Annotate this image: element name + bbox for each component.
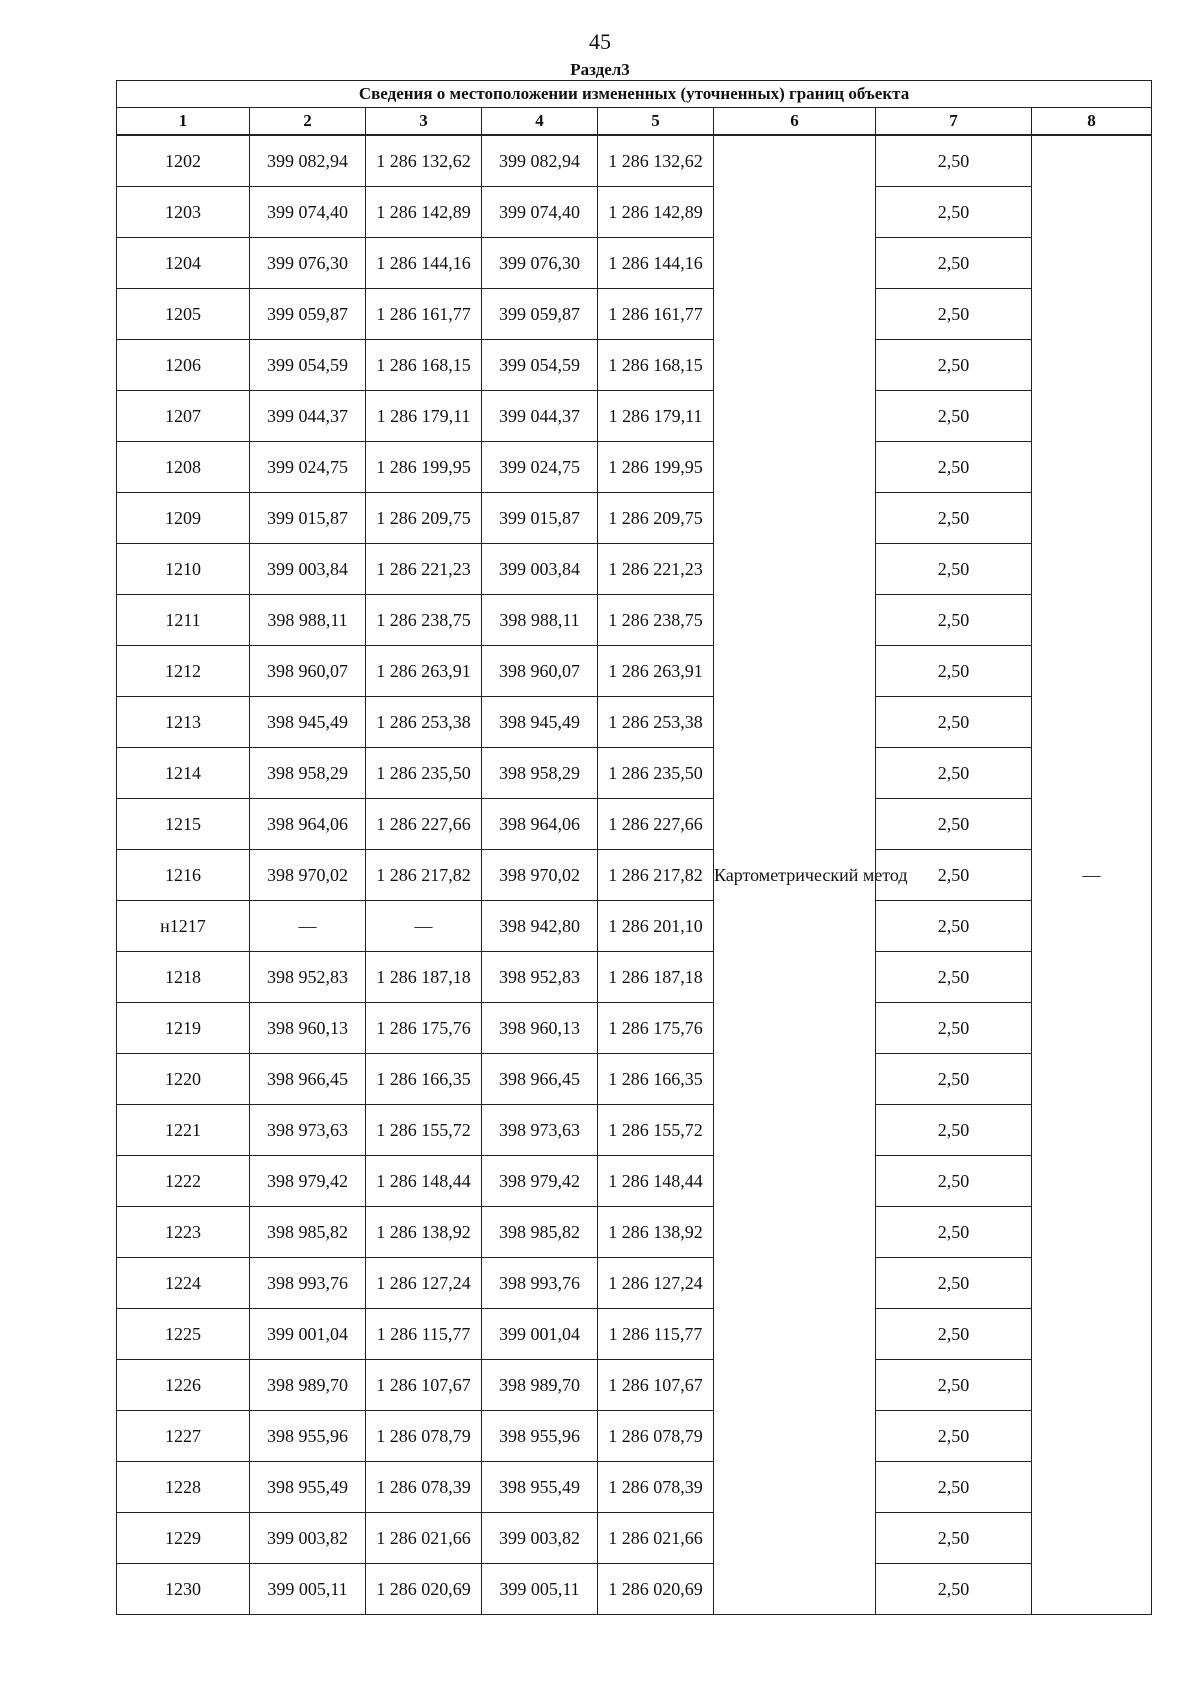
new-x-cell: 398 955,96 bbox=[482, 1411, 598, 1462]
new-y-cell: 1 286 187,18 bbox=[598, 952, 714, 1003]
new-x-cell: 398 960,13 bbox=[482, 1003, 598, 1054]
point-number-cell: 1211 bbox=[117, 595, 250, 646]
accuracy-cell: 2,50 bbox=[876, 595, 1032, 646]
new-y-cell: 1 286 221,23 bbox=[598, 544, 714, 595]
table-row bbox=[117, 1462, 1152, 1513]
point-number-cell: 1212 bbox=[117, 646, 250, 697]
old-x-cell: 398 979,42 bbox=[250, 1156, 366, 1207]
old-x-cell: 398 988,11 bbox=[250, 595, 366, 646]
new-x-cell: 398 993,76 bbox=[482, 1258, 598, 1309]
old-x-cell: 398 989,70 bbox=[250, 1360, 366, 1411]
old-y-cell: 1 286 175,76 bbox=[366, 1003, 482, 1054]
point-number-cell: 1222 bbox=[117, 1156, 250, 1207]
new-y-cell: 1 286 138,92 bbox=[598, 1207, 714, 1258]
accuracy-cell: 2,50 bbox=[876, 1003, 1032, 1054]
accuracy-cell: 2,50 bbox=[876, 850, 1032, 901]
old-y-cell: 1 286 179,11 bbox=[366, 391, 482, 442]
column-number-8: 8 bbox=[1032, 108, 1152, 136]
old-y-cell: 1 286 142,89 bbox=[366, 187, 482, 238]
table-row bbox=[117, 391, 1152, 442]
table-row bbox=[117, 1003, 1152, 1054]
accuracy-cell: 2,50 bbox=[876, 1258, 1032, 1309]
new-x-cell: 398 952,83 bbox=[482, 952, 598, 1003]
new-y-cell: 1 286 175,76 bbox=[598, 1003, 714, 1054]
accuracy-cell: 2,50 bbox=[876, 799, 1032, 850]
table-row bbox=[117, 1513, 1152, 1564]
new-x-cell: 398 985,82 bbox=[482, 1207, 598, 1258]
new-x-cell: 398 945,49 bbox=[482, 697, 598, 748]
point-number-cell: 1215 bbox=[117, 799, 250, 850]
old-x-cell: 398 973,63 bbox=[250, 1105, 366, 1156]
old-y-cell: 1 286 238,75 bbox=[366, 595, 482, 646]
new-y-cell: 1 286 020,69 bbox=[598, 1564, 714, 1615]
new-x-cell: 399 024,75 bbox=[482, 442, 598, 493]
new-x-cell: 398 955,49 bbox=[482, 1462, 598, 1513]
table-row bbox=[117, 1360, 1152, 1411]
new-x-cell: 399 044,37 bbox=[482, 391, 598, 442]
new-y-cell: 1 286 132,62 bbox=[598, 135, 714, 187]
accuracy-cell: 2,50 bbox=[876, 442, 1032, 493]
point-number-cell: 1209 bbox=[117, 493, 250, 544]
old-y-cell: 1 286 161,77 bbox=[366, 289, 482, 340]
old-x-cell: — bbox=[250, 901, 366, 952]
accuracy-cell: 2,50 bbox=[876, 901, 1032, 952]
new-x-cell: 398 966,45 bbox=[482, 1054, 598, 1105]
old-x-cell: 399 001,04 bbox=[250, 1309, 366, 1360]
new-x-cell: 398 958,29 bbox=[482, 748, 598, 799]
new-x-cell: 399 082,94 bbox=[482, 135, 598, 187]
new-y-cell: 1 286 078,39 bbox=[598, 1462, 714, 1513]
new-x-cell: 398 960,07 bbox=[482, 646, 598, 697]
old-x-cell: 398 966,45 bbox=[250, 1054, 366, 1105]
page-number: 45 bbox=[589, 29, 611, 54]
accuracy-cell: 2,50 bbox=[876, 391, 1032, 442]
table-row bbox=[117, 187, 1152, 238]
accuracy-cell: 2,50 bbox=[876, 340, 1032, 391]
old-x-cell: 398 955,96 bbox=[250, 1411, 366, 1462]
point-number-cell: 1225 bbox=[117, 1309, 250, 1360]
new-x-cell: 399 005,11 bbox=[482, 1564, 598, 1615]
table-row bbox=[117, 595, 1152, 646]
new-x-cell: 398 979,42 bbox=[482, 1156, 598, 1207]
accuracy-cell: 2,50 bbox=[876, 1564, 1032, 1615]
old-x-cell: 399 076,30 bbox=[250, 238, 366, 289]
accuracy-cell: 2,50 bbox=[876, 1105, 1032, 1156]
table-row bbox=[117, 544, 1152, 595]
table-caption: Сведения о местоположении измененных (уточненных) границ объекта bbox=[117, 81, 1152, 108]
point-number-cell: 1205 bbox=[117, 289, 250, 340]
old-x-cell: 398 952,83 bbox=[250, 952, 366, 1003]
old-x-cell: 398 985,82 bbox=[250, 1207, 366, 1258]
table-row bbox=[117, 1258, 1152, 1309]
table-row bbox=[117, 1054, 1152, 1105]
old-y-cell: 1 286 078,79 bbox=[366, 1411, 482, 1462]
new-x-cell: 399 054,59 bbox=[482, 340, 598, 391]
new-y-cell: 1 286 107,67 bbox=[598, 1360, 714, 1411]
table-row bbox=[117, 493, 1152, 544]
point-number-cell: 1230 bbox=[117, 1564, 250, 1615]
new-x-cell: 399 059,87 bbox=[482, 289, 598, 340]
old-y-cell: 1 286 199,95 bbox=[366, 442, 482, 493]
point-number-cell: 1220 bbox=[117, 1054, 250, 1105]
new-y-cell: 1 286 217,82 bbox=[598, 850, 714, 901]
new-y-cell: 1 286 199,95 bbox=[598, 442, 714, 493]
old-y-cell: 1 286 217,82 bbox=[366, 850, 482, 901]
column-number-4: 4 bbox=[482, 108, 598, 136]
section-title: Раздел3 bbox=[570, 60, 630, 79]
old-x-cell: 398 960,07 bbox=[250, 646, 366, 697]
point-number-cell: 1223 bbox=[117, 1207, 250, 1258]
point-number-cell: 1219 bbox=[117, 1003, 250, 1054]
old-y-cell: 1 286 209,75 bbox=[366, 493, 482, 544]
new-x-cell: 398 989,70 bbox=[482, 1360, 598, 1411]
old-x-cell: 399 003,84 bbox=[250, 544, 366, 595]
new-y-cell: 1 286 201,10 bbox=[598, 901, 714, 952]
table-row bbox=[117, 1105, 1152, 1156]
point-number-cell: 1218 bbox=[117, 952, 250, 1003]
column-number-6: 6 bbox=[714, 108, 876, 136]
new-y-cell: 1 286 263,91 bbox=[598, 646, 714, 697]
table-row bbox=[117, 697, 1152, 748]
accuracy-cell: 2,50 bbox=[876, 1156, 1032, 1207]
method-cell: Картометрический метод bbox=[714, 135, 876, 1615]
old-x-cell: 399 059,87 bbox=[250, 289, 366, 340]
new-y-cell: 1 286 168,15 bbox=[598, 340, 714, 391]
column-number-3: 3 bbox=[366, 108, 482, 136]
table-row bbox=[117, 952, 1152, 1003]
old-y-cell: 1 286 132,62 bbox=[366, 135, 482, 187]
new-x-cell: 399 076,30 bbox=[482, 238, 598, 289]
point-number-cell: 1210 bbox=[117, 544, 250, 595]
old-y-cell: 1 286 148,44 bbox=[366, 1156, 482, 1207]
point-number-cell: 1221 bbox=[117, 1105, 250, 1156]
point-number-cell: 1224 bbox=[117, 1258, 250, 1309]
point-number-cell: 1216 bbox=[117, 850, 250, 901]
accuracy-cell: 2,50 bbox=[876, 1054, 1032, 1105]
old-x-cell: 399 054,59 bbox=[250, 340, 366, 391]
old-y-cell: 1 286 235,50 bbox=[366, 748, 482, 799]
accuracy-cell: 2,50 bbox=[876, 1513, 1032, 1564]
old-x-cell: 398 970,02 bbox=[250, 850, 366, 901]
new-x-cell: 399 074,40 bbox=[482, 187, 598, 238]
old-x-cell: 398 960,13 bbox=[250, 1003, 366, 1054]
point-number-cell: 1227 bbox=[117, 1411, 250, 1462]
new-y-cell: 1 286 155,72 bbox=[598, 1105, 714, 1156]
accuracy-cell: 2,50 bbox=[876, 238, 1032, 289]
accuracy-cell: 2,50 bbox=[876, 187, 1032, 238]
point-number-cell: 1228 bbox=[117, 1462, 250, 1513]
table-row bbox=[117, 1207, 1152, 1258]
new-x-cell: 398 970,02 bbox=[482, 850, 598, 901]
new-y-cell: 1 286 209,75 bbox=[598, 493, 714, 544]
column-number-7: 7 bbox=[876, 108, 1032, 136]
new-x-cell: 398 964,06 bbox=[482, 799, 598, 850]
old-y-cell: 1 286 166,35 bbox=[366, 1054, 482, 1105]
accuracy-cell: 2,50 bbox=[876, 1309, 1032, 1360]
new-y-cell: 1 286 227,66 bbox=[598, 799, 714, 850]
accuracy-cell: 2,50 bbox=[876, 289, 1032, 340]
old-x-cell: 398 958,29 bbox=[250, 748, 366, 799]
new-y-cell: 1 286 253,38 bbox=[598, 697, 714, 748]
accuracy-cell: 2,50 bbox=[876, 1411, 1032, 1462]
point-number-cell: 1202 bbox=[117, 135, 250, 187]
boundary-coordinates-table bbox=[116, 80, 1152, 1615]
old-x-cell: 399 003,82 bbox=[250, 1513, 366, 1564]
accuracy-cell: 2,50 bbox=[876, 646, 1032, 697]
accuracy-cell: 2,50 bbox=[876, 748, 1032, 799]
new-x-cell: 398 942,80 bbox=[482, 901, 598, 952]
point-number-cell: 1203 bbox=[117, 187, 250, 238]
table-row bbox=[117, 646, 1152, 697]
new-y-cell: 1 286 235,50 bbox=[598, 748, 714, 799]
table-row bbox=[117, 340, 1152, 391]
new-y-cell: 1 286 127,24 bbox=[598, 1258, 714, 1309]
point-number-cell: 1214 bbox=[117, 748, 250, 799]
table-row bbox=[117, 442, 1152, 493]
old-y-cell: 1 286 021,66 bbox=[366, 1513, 482, 1564]
accuracy-cell: 2,50 bbox=[876, 1462, 1032, 1513]
table-body bbox=[117, 135, 1152, 1615]
new-y-cell: 1 286 144,16 bbox=[598, 238, 714, 289]
new-y-cell: 1 286 179,11 bbox=[598, 391, 714, 442]
old-y-cell: 1 286 078,39 bbox=[366, 1462, 482, 1513]
old-y-cell: — bbox=[366, 901, 482, 952]
old-y-cell: 1 286 127,24 bbox=[366, 1258, 482, 1309]
table-row bbox=[117, 1156, 1152, 1207]
new-y-cell: 1 286 021,66 bbox=[598, 1513, 714, 1564]
point-number-cell: 1226 bbox=[117, 1360, 250, 1411]
column-8-cell: — bbox=[1032, 135, 1152, 1615]
new-y-cell: 1 286 115,77 bbox=[598, 1309, 714, 1360]
table-row bbox=[117, 748, 1152, 799]
old-y-cell: 1 286 168,15 bbox=[366, 340, 482, 391]
table-row bbox=[117, 289, 1152, 340]
accuracy-cell: 2,50 bbox=[876, 1360, 1032, 1411]
point-number-cell: 1204 bbox=[117, 238, 250, 289]
new-y-cell: 1 286 161,77 bbox=[598, 289, 714, 340]
point-number-cell: 1229 bbox=[117, 1513, 250, 1564]
old-y-cell: 1 286 138,92 bbox=[366, 1207, 482, 1258]
new-x-cell: 399 003,84 bbox=[482, 544, 598, 595]
table-row bbox=[117, 1411, 1152, 1462]
old-y-cell: 1 286 144,16 bbox=[366, 238, 482, 289]
old-x-cell: 399 024,75 bbox=[250, 442, 366, 493]
accuracy-cell: 2,50 bbox=[876, 1207, 1032, 1258]
old-x-cell: 399 044,37 bbox=[250, 391, 366, 442]
new-x-cell: 399 015,87 bbox=[482, 493, 598, 544]
point-number-cell: 1207 bbox=[117, 391, 250, 442]
old-x-cell: 398 964,06 bbox=[250, 799, 366, 850]
accuracy-cell: 2,50 bbox=[876, 697, 1032, 748]
column-number-2: 2 bbox=[250, 108, 366, 136]
new-x-cell: 399 001,04 bbox=[482, 1309, 598, 1360]
point-number-cell: 1206 bbox=[117, 340, 250, 391]
new-x-cell: 399 003,82 bbox=[482, 1513, 598, 1564]
old-x-cell: 399 005,11 bbox=[250, 1564, 366, 1615]
old-x-cell: 398 945,49 bbox=[250, 697, 366, 748]
new-y-cell: 1 286 238,75 bbox=[598, 595, 714, 646]
old-y-cell: 1 286 227,66 bbox=[366, 799, 482, 850]
old-x-cell: 398 993,76 bbox=[250, 1258, 366, 1309]
old-x-cell: 399 082,94 bbox=[250, 135, 366, 187]
old-y-cell: 1 286 187,18 bbox=[366, 952, 482, 1003]
table-row bbox=[117, 135, 1152, 187]
new-y-cell: 1 286 166,35 bbox=[598, 1054, 714, 1105]
old-y-cell: 1 286 020,69 bbox=[366, 1564, 482, 1615]
old-x-cell: 399 015,87 bbox=[250, 493, 366, 544]
table-row bbox=[117, 850, 1152, 901]
old-x-cell: 399 074,40 bbox=[250, 187, 366, 238]
table-row bbox=[117, 238, 1152, 289]
old-y-cell: 1 286 263,91 bbox=[366, 646, 482, 697]
column-number-1: 1 bbox=[117, 108, 250, 136]
column-number-header bbox=[117, 108, 1152, 136]
table-row bbox=[117, 799, 1152, 850]
accuracy-cell: 2,50 bbox=[876, 135, 1032, 187]
new-y-cell: 1 286 078,79 bbox=[598, 1411, 714, 1462]
old-y-cell: 1 286 115,77 bbox=[366, 1309, 482, 1360]
new-y-cell: 1 286 148,44 bbox=[598, 1156, 714, 1207]
point-number-cell: 1208 bbox=[117, 442, 250, 493]
new-x-cell: 398 973,63 bbox=[482, 1105, 598, 1156]
point-number-cell: 1213 bbox=[117, 697, 250, 748]
old-y-cell: 1 286 155,72 bbox=[366, 1105, 482, 1156]
new-x-cell: 398 988,11 bbox=[482, 595, 598, 646]
accuracy-cell: 2,50 bbox=[876, 544, 1032, 595]
table-row bbox=[117, 901, 1152, 952]
old-x-cell: 398 955,49 bbox=[250, 1462, 366, 1513]
point-number-cell: н1217 bbox=[117, 901, 250, 952]
new-y-cell: 1 286 142,89 bbox=[598, 187, 714, 238]
old-y-cell: 1 286 107,67 bbox=[366, 1360, 482, 1411]
old-y-cell: 1 286 253,38 bbox=[366, 697, 482, 748]
old-y-cell: 1 286 221,23 bbox=[366, 544, 482, 595]
accuracy-cell: 2,50 bbox=[876, 952, 1032, 1003]
column-number-5: 5 bbox=[598, 108, 714, 136]
accuracy-cell: 2,50 bbox=[876, 493, 1032, 544]
table-row bbox=[117, 1564, 1152, 1615]
table-row bbox=[117, 1309, 1152, 1360]
